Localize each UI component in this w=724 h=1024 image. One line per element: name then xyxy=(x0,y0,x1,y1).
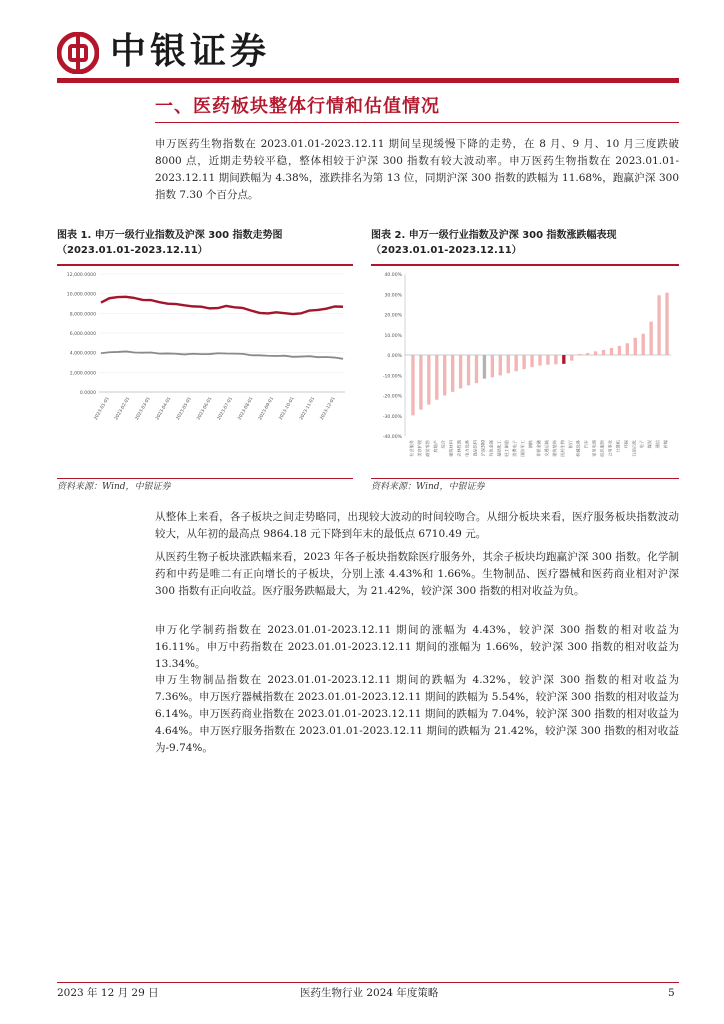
figure-1-source: 资料来源：Wind，中银证券 xyxy=(57,482,171,492)
bar xyxy=(554,355,557,364)
x-category-label: 房地产 xyxy=(432,440,438,453)
bar xyxy=(507,355,510,373)
x-tick-label: 2023-03-01 xyxy=(134,396,152,422)
x-category-label: 社会服务 xyxy=(408,440,414,457)
x-category-label: 煤炭 xyxy=(647,440,653,449)
bar xyxy=(427,355,430,405)
x-tick-label: 2023-12-01 xyxy=(319,396,337,422)
page-header xyxy=(0,0,724,86)
bar xyxy=(649,322,652,355)
bank-of-china-logo-icon xyxy=(57,32,99,74)
x-category-label: 计算机 xyxy=(615,440,621,453)
bar xyxy=(562,355,565,364)
bar xyxy=(515,355,518,371)
y-tick-label: -10.00% xyxy=(382,374,402,380)
x-category-label: 非银金融 xyxy=(536,440,541,457)
bar xyxy=(411,355,414,415)
subsector-paragraph: 从医药生物子板块涨跌幅来看，2023 年各子板块指数除医疗服务外，其余子板块均跑赢沪深 300 指数。化学制药和中药是唯二有正向增长的子板块，分别上涨 4.43%和 1.66%。生物制品、医疗器械和医药商业相对沪深 300 指数有正向收益。医疗服务跌幅最大，为 21.42%，较沪深 300 指数的相对收益为负。 xyxy=(155,551,679,597)
bar xyxy=(419,355,422,410)
bar xyxy=(451,355,454,392)
x-category-label: 石油石化 xyxy=(631,440,637,457)
pharma-paragraph: 申万化学制药指数在 2023.01.01-2023.12.11 期间的涨幅为 4.43%，较沪深 300 指数的相对收益为 16.11%。申万中药指数在 2023.01.01-2023.12.11 期间的涨幅为 1.66%，较沪深 300 指数的相对收益为 13.34%。 xyxy=(155,624,679,670)
brand-name: 中银证券 xyxy=(110,31,271,72)
figure-2-source: 资料来源：Wind，中银证券 xyxy=(371,482,485,492)
y-tick-label: 0.0000 xyxy=(79,391,96,396)
y-tick-label: -30.00% xyxy=(382,414,402,420)
bar xyxy=(578,354,581,355)
bar xyxy=(499,355,502,375)
y-tick-label: 8,000.0000 xyxy=(69,312,96,318)
y-tick-label: -40.00% xyxy=(382,435,402,440)
x-category-label: 消费电子 xyxy=(512,440,518,457)
x-category-label: 轻工制造 xyxy=(504,440,510,457)
bar xyxy=(538,355,541,366)
x-category-label: 钢铁 xyxy=(528,440,534,449)
y-tick-label: 40.00% xyxy=(384,273,402,278)
bar xyxy=(602,350,605,355)
figure-2-period: （2023.01.01-2023.12.11） xyxy=(371,245,522,256)
figure-2-top-rule xyxy=(371,264,679,266)
x-category-label: 纺织服饰 xyxy=(599,440,605,457)
index-trend-line-chart xyxy=(57,268,353,474)
y-tick-label: 10.00% xyxy=(384,333,402,339)
x-tick-label: 2023-04-01 xyxy=(155,396,173,422)
x-tick-label: 2023-11-01 xyxy=(299,396,317,422)
figure-1-bottom-rule xyxy=(57,478,353,479)
x-category-label: 机械设备 xyxy=(575,440,581,457)
x-category-label: 国防军工 xyxy=(520,440,526,457)
x-tick-label: 2023-05-01 xyxy=(175,396,193,422)
figure-2-bottom-rule xyxy=(371,478,679,479)
x-category-label: 传媒 xyxy=(663,440,669,449)
biologics-paragraph: 申万生物制品指数在 2023.01.01-2023.12.11 期间的跌幅为 4.32%，较沪深 300 指数的相对收益为 7.36%。申万医疗器械指数在 2023.01.01-2023.12.11 期间的跌幅为 5.54%，较沪深 300 指数的相对收益为 6.14%。申万医药商业指数在 2023.01.01-2023.12.11 期间的跌幅为 7.04%，较沪深 300 指数的相对收益为 4.64%。申万医疗服务指数在 2023.01.01-2023.12.11 期间的跌幅为 21.42%，较沪深 300 指数的相对收益为-9.74%。 xyxy=(155,674,679,754)
figure-1-title: 图表 1. 申万一级行业指数及沪深 300 指数走势图 xyxy=(57,230,283,241)
x-category-label: 电子 xyxy=(639,440,645,449)
section-divider xyxy=(155,122,679,123)
x-tick-label: 2023-02-01 xyxy=(114,396,132,422)
bar xyxy=(459,355,462,388)
x-category-label: 商贸零售 xyxy=(424,440,430,457)
x-category-label: 家用电器 xyxy=(591,440,597,457)
y-tick-label: 10,000.0000 xyxy=(66,292,96,298)
x-category-label: 有色金属 xyxy=(488,440,494,457)
x-tick-label: 2023-09-01 xyxy=(257,396,276,422)
figure-1-top-rule xyxy=(57,264,353,266)
figure-1-period: （2023.01.01-2023.12.11） xyxy=(57,245,208,256)
bar xyxy=(570,355,573,361)
bar xyxy=(586,353,589,355)
y-tick-label: 4,000.0000 xyxy=(69,351,96,357)
figure-2 xyxy=(371,228,679,492)
x-category-label: 医药生物 xyxy=(559,440,565,457)
y-tick-label: -20.00% xyxy=(382,394,402,400)
x-tick-label: 2023-06-01 xyxy=(196,396,214,422)
bar xyxy=(475,355,478,383)
y-tick-label: 20.00% xyxy=(384,313,402,319)
x-category-label: 基础化工 xyxy=(496,440,502,457)
footer-divider xyxy=(57,982,679,983)
x-tick-label: 2023-07-01 xyxy=(216,396,235,422)
x-category-label: 沪深300 xyxy=(480,440,486,457)
y-tick-label: 2,000.0000 xyxy=(69,371,96,377)
intro-paragraph: 申万医药生物指数在 2023.01.01-2023.12.11 期间呈现缓慢下降的走势，在 8 月、9 月、10 月三度跌破 8000 点，近期走势较平稳，整体相较于沪深 300 指数有较大波动率。申万医药生物指数在 2023.01.01-2023.12.11 期间跌幅为 4.38%，涨跌排名为第 13 位，同期沪深 300 指数的跌幅为 11.68%，跑赢沪深 300 指数 7.30 个百分点。 xyxy=(155,138,679,201)
x-category-label: 食品饮料 xyxy=(472,440,478,457)
x-tick-label: 2023-01-01 xyxy=(93,396,111,422)
figure-1 xyxy=(57,228,353,492)
x-category-label: 综合 xyxy=(440,440,446,449)
section-title: 一、医药板块整体行情和估值情况 xyxy=(155,96,440,117)
x-category-label: 建筑装饰 xyxy=(551,440,557,457)
header-divider xyxy=(57,78,679,83)
y-tick-label: 12,000.0000 xyxy=(66,273,96,278)
x-category-label: 环保 xyxy=(623,440,629,449)
bar xyxy=(594,351,597,355)
bar xyxy=(626,343,629,355)
x-tick-label: 2023-10-01 xyxy=(278,396,296,422)
bar xyxy=(483,355,486,379)
figure-2-title: 图表 2. 申万一级行业指数及沪深 300 指数涨跌幅表现 xyxy=(371,230,617,241)
index-change-bar-chart xyxy=(371,268,679,474)
x-tick-label: 2023-08-01 xyxy=(237,396,255,422)
bar xyxy=(657,295,660,355)
overview-paragraph: 从整体上来看，各子板块之间走势略同，出现较大波动的时间较吻合。从细分板块来看，医疗服务板块指数波动较大，从年初的最高点 9864.18 元下降到年末的最低点 6710.49 元。 xyxy=(155,511,679,540)
y-tick-label: 30.00% xyxy=(384,293,402,299)
footer-report-title: 医药生物行业 2024 年度策略 xyxy=(300,987,439,999)
x-category-label: 通信 xyxy=(655,440,661,449)
x-category-label: 银行 xyxy=(567,440,573,449)
bar xyxy=(546,355,549,365)
bar xyxy=(530,355,533,367)
page-number: 5 xyxy=(668,987,675,999)
x-category-label: 建筑材料 xyxy=(448,440,454,457)
y-tick-label: 6,000.0000 xyxy=(69,332,96,337)
bar xyxy=(491,355,494,377)
footer-date: 2023 年 12 月 29 日 xyxy=(57,987,159,999)
bar xyxy=(610,348,613,355)
x-category-label: 汽车 xyxy=(583,440,589,449)
x-category-label: 农林牧渔 xyxy=(456,440,462,457)
bar xyxy=(618,346,621,355)
x-category-label: 交通运输 xyxy=(543,440,549,457)
series-line-pharma xyxy=(101,297,343,314)
bar xyxy=(435,355,438,400)
bar xyxy=(642,334,645,355)
x-category-label: 电力设备 xyxy=(464,440,470,457)
bar xyxy=(634,338,637,355)
x-category-label: 公用事业 xyxy=(607,440,613,457)
bar xyxy=(522,355,525,369)
x-category-label: 美容护理 xyxy=(416,440,422,457)
bar xyxy=(443,355,446,396)
bar xyxy=(665,293,668,355)
y-tick-label: 0.00% xyxy=(387,354,402,359)
bar xyxy=(467,355,470,385)
